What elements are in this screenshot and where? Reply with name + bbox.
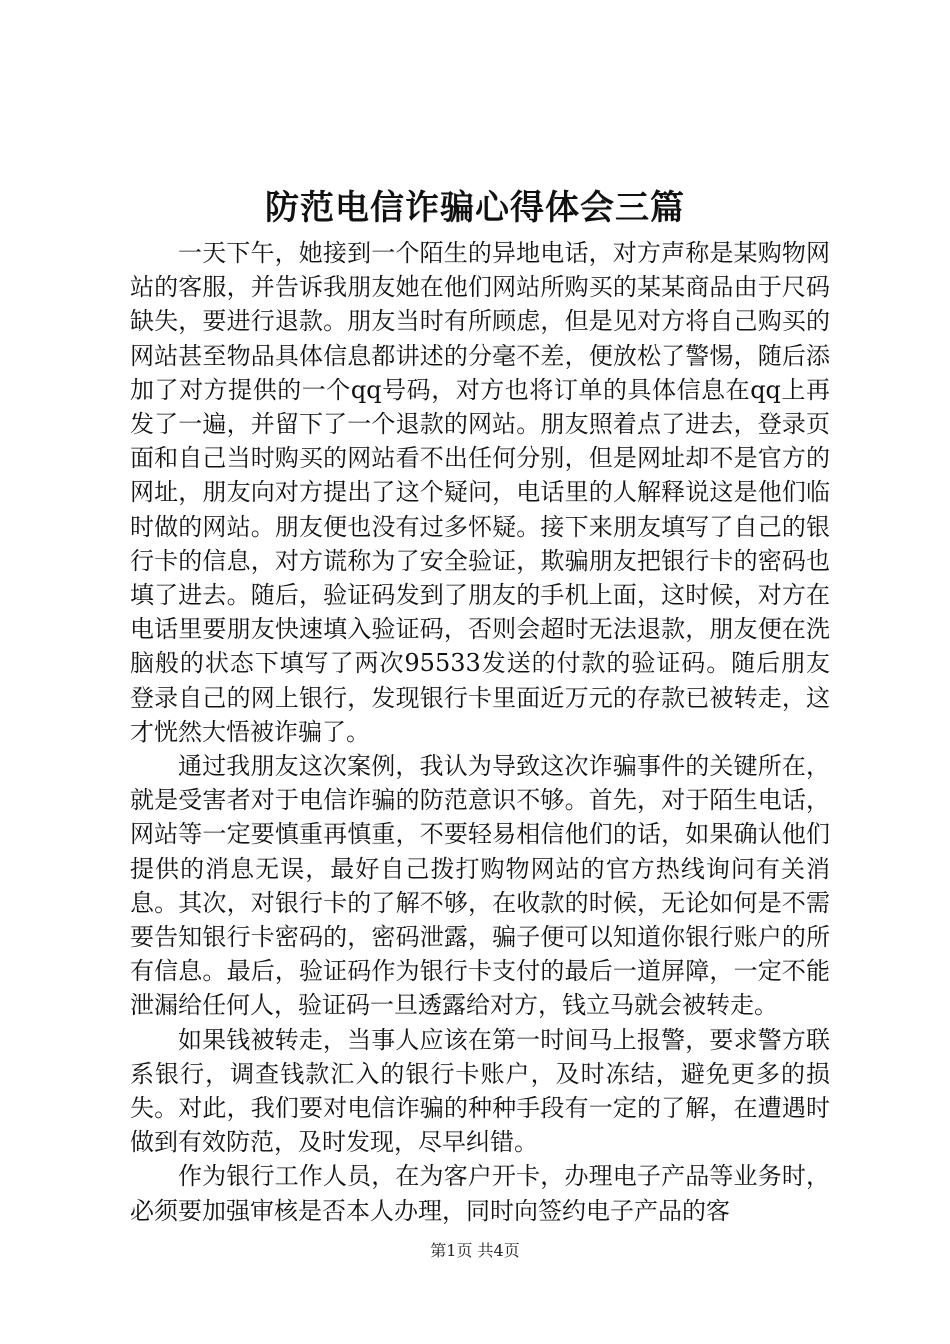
paragraph-3: 如果钱被转走，当事人应该在第一时间马上报警，要求警方联系银行，调查钱款汇入的银行卡账户，及时冻结，避免更多的损失。对此，我们要对电信诈骗的种种手段有一定的了解，在遭遇时做到有效防范，及时发现，尽早纠错。 [130,1025,830,1157]
document-title: 防范电信诈骗心得体会三篇 [265,188,685,228]
paragraph-1: 一天下午，她接到一个陌生的异地电话，对方声称是某购物网站的客服，并告诉我朋友她在他们网站所购买的某某商品由于尺码缺失，要进行退款。朋友当时有所顾虑，但是见对方将自己购买的网站甚至物品具体信息都讲述的分毫不差，便放松了警惕，随后添加了对方提供的一个qq号码，对方也将订单的具体信息在qq上再发了一遍，并留下了一个退款的网站。朋友照着点了进去，登录页面和自己当时购买的网站看不出任何分别，但是网址却不是官方的网址，朋友向对方提出了这个疑问，电话里的人解释说这是他们临时做的网站。朋友便也没有过多怀疑。接下来朋友填写了自己的银行卡的信息，对方谎称为了安全验证，欺骗朋友把银行卡的密码也填了进去。随后，验证码发到了朋友的手机上面，这时候，对方在电话里要朋友快速填入验证码，否则会超时无法退款，朋友便在洗脑般的状态下填写了两次95533发送的付款的验证码。随后朋友登录自己的网上银行，发现银行卡里面近万元的存款已被转走，这才恍然大悟被诈骗了。 [130,239,830,746]
paragraph-2: 通过我朋友这次案例，我认为导致这次诈骗事件的关键所在，就是受害者对于电信诈骗的防范意识不够。首先，对于陌生电话，网站等一定要慎重再慎重，不要轻易相信他们的话，如果确认他们提供的消息无误，最好自己拨打购物网站的官方热线询问有关消息。其次，对银行卡的了解不够，在收款的时候，无论如何是不需要告知银行卡密码的，密码泄露，骗子便可以知道你银行账户的所有信息。最后，验证码作为银行卡支付的最后一道屏障，一定不能泄漏给任何人，验证码一旦透露给对方，钱立马就会被转走。 [130,752,830,1020]
paragraph-4: 作为银行工作人员，在为客户开卡，办理电子产品等业务时，必须要加强审核是否本人办理，同时向签约电子产品的客 [130,1162,830,1225]
page-footer: 第1页 共4页 [430,1241,520,1260]
document-body [130,236,830,1228]
